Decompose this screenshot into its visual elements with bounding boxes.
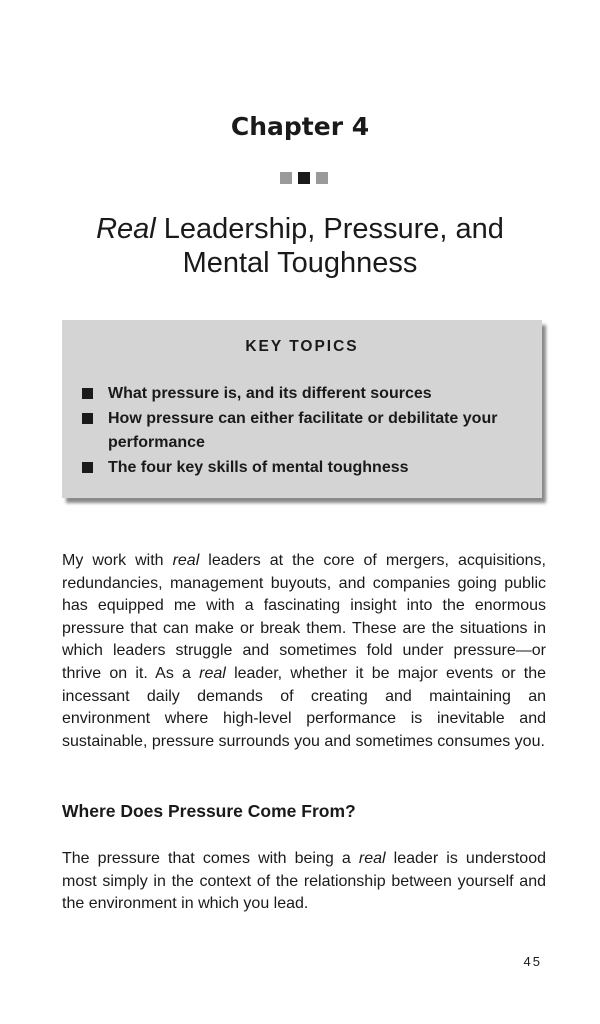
section-heading: Where Does Pressure Come From? bbox=[62, 801, 356, 821]
list-item bbox=[82, 407, 532, 455]
square-bullet-icon bbox=[82, 388, 93, 399]
key-topics-heading: KEY TOPICS bbox=[245, 338, 359, 355]
ornament-square-icon bbox=[280, 172, 292, 184]
chapter-title-line2: Mental Toughness bbox=[182, 247, 418, 279]
body-paragraph bbox=[62, 848, 546, 916]
ornament-square-icon bbox=[316, 172, 328, 184]
body-paragraph bbox=[62, 550, 546, 753]
list-item-text: How pressure can either facilitate or debilitate your performance bbox=[108, 410, 498, 451]
ornament-square-icon bbox=[298, 172, 310, 184]
text-run: My work with bbox=[62, 552, 173, 569]
text-run: leaders at the core of mergers, acquisitions, redundancies, management buyouts, and companies going public has equipped me with a fascinating insight into the enormous pressure that can make or break them. These are the situations in which leaders struggle and sometimes fold under pressure—or thrive on it. As a bbox=[62, 552, 546, 682]
square-bullet-icon bbox=[82, 413, 93, 424]
emphasis-text: real bbox=[358, 850, 386, 867]
key-topics-box bbox=[62, 320, 542, 498]
list-item-text: What pressure is, and its different sources bbox=[108, 385, 432, 402]
square-bullet-icon bbox=[82, 462, 93, 473]
list-item-text: The four key skills of mental toughness bbox=[108, 459, 409, 476]
text-run: leader is understood most simply in the context of the relationship between yourself and the environment in which you lead. bbox=[62, 850, 546, 913]
chapter-ornament bbox=[280, 172, 328, 184]
chapter-title bbox=[0, 212, 600, 280]
chapter-label: Chapter 4 bbox=[230, 112, 370, 141]
emphasis-text: real bbox=[199, 664, 226, 682]
emphasis-text: real bbox=[172, 552, 200, 569]
list-item bbox=[82, 382, 532, 406]
list-item bbox=[82, 456, 532, 480]
chapter-title-italic: Real bbox=[96, 213, 156, 245]
chapter-title-rest: Leadership, Pressure, and bbox=[155, 213, 504, 245]
key-topics-list bbox=[82, 382, 532, 481]
page-number: 45 bbox=[523, 954, 542, 969]
text-run: leader, whether it be major events or the incessant daily demands of creating and maintaining an environment where high-level performance is inevitable and sustainable, pressure surrounds you and sometimes consumes you. bbox=[62, 664, 547, 750]
text-run: The pressure that comes with being a bbox=[62, 850, 359, 867]
